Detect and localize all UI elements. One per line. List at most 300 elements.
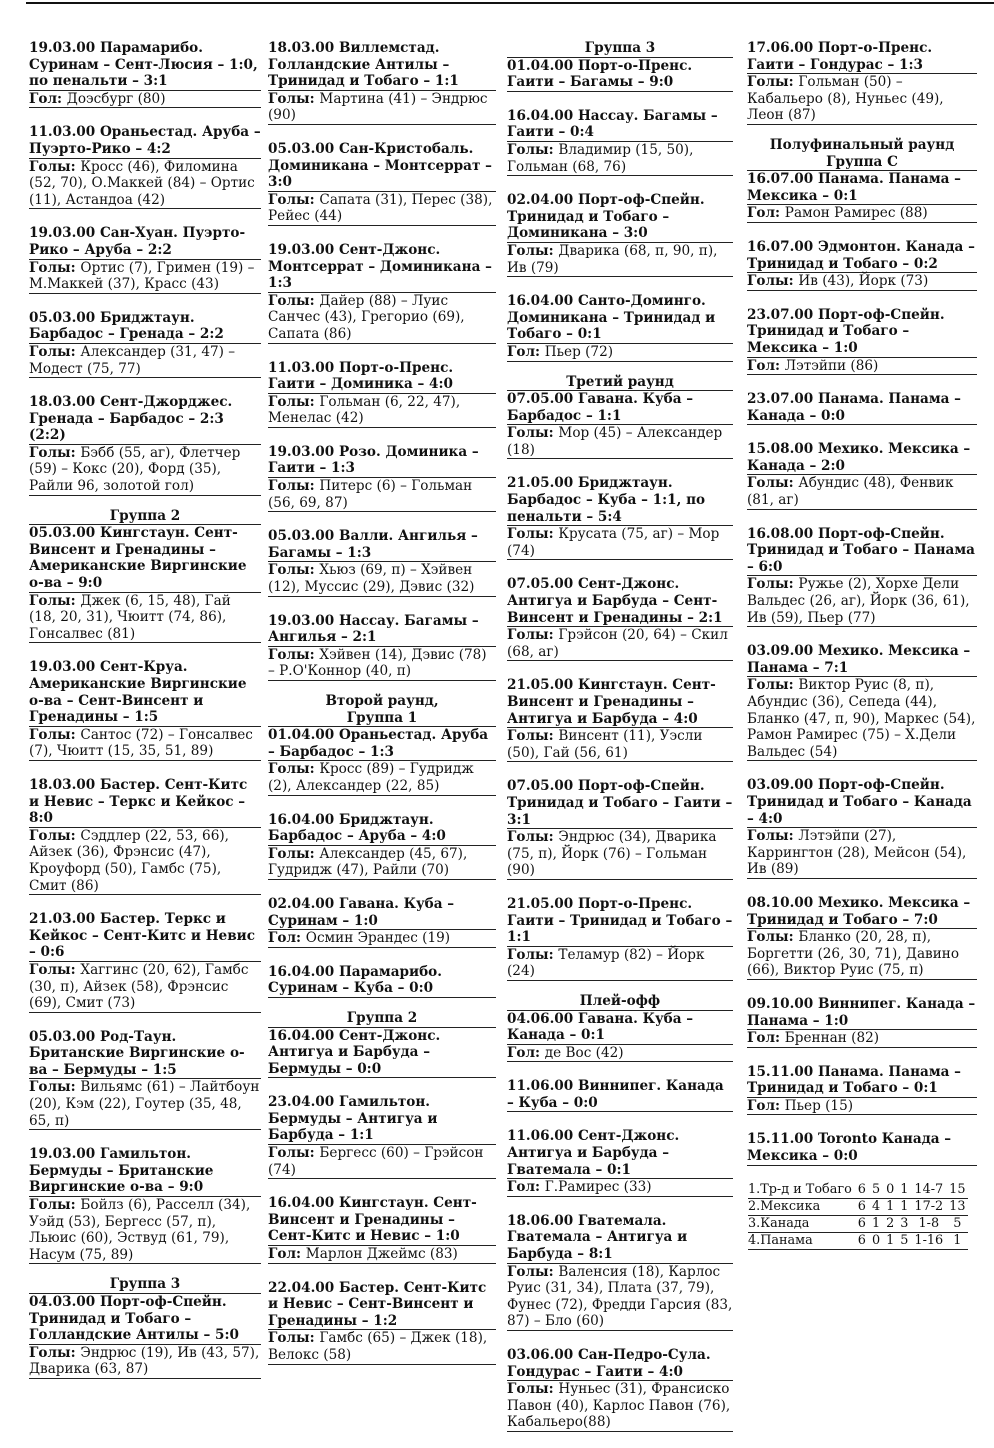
scorers-line (29, 1197, 261, 1264)
match-entry (29, 394, 261, 496)
match-header: 05.03.00 Род-Таун. Британские Виргинские о-ва – Бермуды – 1:5 (29, 1029, 261, 1080)
match-entry (507, 677, 733, 762)
scorers-text: Александер (31, 47) – Модест (75, 77) (29, 343, 236, 377)
match-header: 21.05.00 Бриджтаун. Барбадос – Куба – 1:1, по пенальти – 5:4 (507, 475, 733, 526)
standings-cell: 3 (897, 1215, 911, 1232)
match-header: 04.03.00 Порт-оф-Спейн. Тринидад и Тобаго – Голландские Антилы – 5:0 (29, 1294, 261, 1345)
scorers-label: Голы: (29, 592, 81, 609)
scorers-line (268, 91, 496, 125)
scorers-label: Голы: (507, 627, 559, 644)
scorers-text: Теламур (82) – Йорк (24) (507, 946, 705, 980)
scorers-text: Вильямс (61) – Лайтбоун (20), Кэм (22), Гоутер (35, 48, 65, п) (29, 1079, 260, 1129)
scorers-line (268, 647, 496, 681)
standings-row (748, 1198, 968, 1215)
scorers-text: Мор (45) – Александер (18) (507, 425, 723, 458)
scorers-label: Голы: (29, 259, 81, 276)
scorers-line (507, 243, 733, 277)
match-header: 19.03.00 Парамарибо. Суринам – Сент-Люсия – 1:0, по пенальти – 3:1 (29, 40, 261, 91)
scorers-text: Доэсбург (80) (66, 90, 166, 107)
scorers-text: Гамбс (65) – Джек (18), Велокс (58) (268, 1330, 488, 1363)
section-heading: Группа 2 (29, 508, 261, 526)
scorers-text: Осмин Эрандес (19) (305, 930, 451, 947)
match-header: 05.03.00 Валли. Ангилья – Багамы – 1:3 (268, 528, 496, 562)
scorers-line (747, 929, 977, 980)
match-header: 16.08.00 Порт-оф-Спейн. Тринидад и Тобаго – Панама – 6:0 (747, 526, 977, 577)
standings-cell: 5 (946, 1215, 968, 1232)
scorers-line (268, 930, 496, 948)
match-entry (747, 40, 977, 125)
match-entry (507, 1347, 733, 1432)
match-entry (268, 360, 496, 428)
standings-cell: 1 (869, 1215, 883, 1232)
scorers-text: Хьюз (69, п) – Хэйвен (12), Муссис (29), Дэвис (32) (268, 562, 475, 596)
round-title: Второй раунд, (325, 693, 439, 709)
scorers-line (268, 846, 496, 880)
scorers-line (268, 1246, 496, 1264)
scorers-line (507, 142, 733, 176)
scorers-label: Гол: (507, 1044, 545, 1061)
match-entry (507, 576, 733, 661)
match-entry (268, 727, 496, 795)
scorers-line (29, 828, 261, 895)
scorers-line (29, 1345, 261, 1379)
scorers-text: Эндрюс (19), Ив (43, 57), Дварика (63, 87) (29, 1344, 260, 1378)
scorers-text: Ружье (2), Хорхе Дели Вальдес (26, аг), Йорк (36, 61), Ив (59), Пьер (77) (747, 576, 970, 626)
scorers-label: Голы: (747, 74, 799, 91)
match-header: 21.05.00 Порт-о-Пренс. Гаити – Тринидад и Тобаго – 1:1 (507, 895, 733, 946)
scorers-label: Голы: (268, 90, 320, 107)
standings-table (748, 1182, 968, 1250)
match-header: 19.03.00 Розо. Доминика – Гаити – 1:3 (268, 444, 496, 478)
match-header: 19.03.00 Сент-Джонс. Монтсеррат – Доминиканa – 1:3 (268, 242, 496, 293)
match-entry (747, 643, 977, 761)
standings-cell: 6 (855, 1232, 869, 1249)
scorers-label: Голы: (29, 1344, 81, 1361)
scorers-text: Грэйсон (20, 64) – Скил (68, аг) (507, 627, 728, 660)
match-entry (268, 1094, 496, 1179)
scorers-line (747, 358, 977, 376)
match-entry (747, 239, 977, 291)
match-header: 11.03.00 Порт-о-Пренс. Гаити – Доминика – 4:0 (268, 360, 496, 394)
standings-cell: 1 (897, 1182, 911, 1199)
scorers-label: Голы: (747, 929, 799, 946)
scorers-text: Абундис (48), Фенвик (81, аг) (747, 475, 954, 509)
standings-cell: 5 (897, 1232, 911, 1249)
scorers-label: Голы: (747, 677, 799, 694)
standings-cell: 0 (883, 1182, 897, 1199)
match-header: 07.05.00 Гавана. Куба – Барбадос – 1:1 (507, 391, 733, 425)
match-header: 21.03.00 Бастер. Теркс и Кейкос – Сент-Китс и Невис – 0:6 (29, 911, 261, 962)
match-header: 23.07.00 Панама. Панама – Канада – 0:0 (747, 391, 977, 425)
match-entry (747, 441, 977, 509)
scorers-text: Александер (45, 67), Гудридж (47), Райли (70) (268, 845, 468, 879)
column-3 (507, 40, 733, 1448)
scorers-label: Голы: (507, 946, 559, 963)
scorers-text: Кросс (89) – Гудридж (2), Александер (22, 85) (268, 761, 474, 794)
scorers-label: Гол: (747, 1030, 785, 1047)
standings-cell: 1 (883, 1198, 897, 1215)
match-header: 15.11.00 Toronto Канада – Мексика – 0:0 (747, 1131, 977, 1165)
scorers-line (29, 91, 261, 109)
scorers-line (29, 260, 261, 294)
match-entry (507, 778, 733, 880)
standings-cell: 13 (946, 1198, 968, 1215)
scorers-text: Кросс (46), Филомина (52, 70), О.Маккей (84) – Ортис (11), Астандоа (42) (29, 158, 255, 208)
match-header: 08.10.00 Мехико. Мексика – Тринидад и Тобаго – 7:0 (747, 895, 977, 929)
match-header: 19.03.00 Сент-Круа. Американские Виргинские о-ва – Сент-Винсент и Гренадины – 1:5 (29, 659, 261, 726)
scorers-line (29, 1079, 261, 1130)
match-entry (507, 293, 733, 361)
standings-cell: 6 (855, 1198, 869, 1215)
scorers-line (507, 1179, 733, 1197)
scorers-text: Питерс (6) – Гольман (56, 69, 87) (268, 478, 473, 511)
match-header: 15.11.00 Панама. Панама – Тринидад и Тобаго – 0:1 (747, 1064, 977, 1098)
scorers-text: Марлон Джеймс (83) (305, 1246, 458, 1263)
scorers-label: Гол: (268, 1246, 306, 1263)
scorers-label: Голы: (29, 1079, 81, 1096)
standings-cell: 0 (869, 1232, 883, 1249)
match-entry (29, 777, 261, 895)
scorers-line (747, 576, 977, 627)
scorers-label: Голы: (268, 646, 320, 663)
standings-cell: 5 (869, 1182, 883, 1199)
scorers-label: Голы: (507, 1263, 559, 1280)
standings-row (748, 1232, 968, 1249)
standings-cell: 1 (946, 1232, 968, 1249)
standings-cell: 1 (897, 1198, 911, 1215)
scorers-label: Голы: (29, 961, 81, 978)
group-title: Группа 1 (346, 709, 418, 726)
scorers-line (507, 728, 733, 762)
round-title: Полуфинальный раунд (769, 136, 955, 153)
scorers-line (507, 1381, 733, 1432)
scorers-text: Эндрюс (34), Дварика (75, п), Йорк (76) – Гольман (90) (507, 829, 717, 879)
column-1 (29, 40, 261, 1395)
scorers-line (507, 425, 733, 459)
match-header: 16.07.00 Эдмонтон. Канада – Тринидад и Тобаго – 0:2 (747, 239, 977, 273)
match-entry (507, 192, 733, 277)
scorers-line (507, 344, 733, 362)
scorers-line (29, 344, 261, 378)
scorers-line (29, 962, 261, 1013)
scorers-text: Бойлз (6), Расселл (34), Уэйд (53), Бергесс (57, п), Льюис (60), Эствуд (61, 79), Насум (75, 89) (29, 1197, 251, 1263)
scorers-text: Бреннан (82) (784, 1030, 880, 1047)
scorers-label: Голы: (507, 141, 559, 158)
scorers-text: Виктор Руис (8, п), Абундис (36), Сепеда (44), Бланко (47, п, 90), Маркес (54), Рамон Рамирес (75) – Х.Дели Вальдес (54) (747, 677, 976, 760)
scorers-text: Валенсия (18), Карлос Руис (31, 34), Плата (37, 79), Фунес (72), Фредди Гарсия (83, 87) – Бло (60) (507, 1263, 733, 1330)
match-header: 19.03.00 Сан-Хуан. Пуэрто-Рико – Аруба – 2:2 (29, 225, 261, 259)
scorers-line (507, 829, 733, 880)
scorers-line (29, 727, 261, 761)
scorers-line (747, 828, 977, 879)
match-header: 11.06.00 Сент-Джонс. Антигуа и Барбуда – Гватемала – 0:1 (507, 1128, 733, 1179)
round-heading (747, 137, 977, 171)
scorers-label: Голы: (507, 728, 559, 745)
match-header: 02.04.00 Порт-оф-Спейн. Тринидад и Тобаго – Доминикана – 3:0 (507, 192, 733, 243)
match-header: 18.03.00 Сент-Джорджес. Гренада – Барбадос – 2:3 (2:2) (29, 394, 261, 445)
scorers-line (507, 1264, 733, 1331)
section-heading: Третий раунд (507, 374, 733, 392)
match-header: 03.06.00 Сан-Педро-Сула. Гондурас – Гаити – 4:0 (507, 1347, 733, 1381)
standings-row (748, 1182, 968, 1199)
match-entry (268, 1280, 496, 1365)
scorers-line (507, 627, 733, 661)
scorers-text: Дайер (88) – Луис Санчес (43), Грегорио (69), Сапата (86) (268, 292, 465, 342)
standings-team: 4.Панама (748, 1232, 855, 1249)
match-header: 19.03.00 Гамильтон. Бермуды – Британские Виргинские о-ва – 9:0 (29, 1146, 261, 1197)
scorers-text: Сапата (31), Перес (38), Рейес (44) (268, 191, 493, 225)
match-entry (268, 141, 496, 226)
match-entry (507, 391, 733, 459)
scorers-text: Лэтэйпи (27), Каррингтон (28), Мейсон (54), Ив (89) (747, 828, 967, 878)
scorers-label: Гол: (507, 343, 545, 360)
scorers-text: Ив (43), Йорк (73) (798, 273, 929, 290)
scorers-text: Рамон Рамирес (88) (784, 205, 928, 222)
scorers-label: Гол: (268, 930, 306, 947)
match-entry (268, 444, 496, 512)
scorers-label: Голы: (747, 576, 799, 593)
scorers-label: Голы: (268, 562, 320, 579)
scorers-line (747, 205, 977, 223)
scorers-line (747, 74, 977, 125)
match-header: 07.05.00 Порт-оф-Спейн. Тринидад и Тобаго – Гаити – 3:1 (507, 778, 733, 828)
match-header: 04.06.00 Гавана. Куба – Канада – 0:1 (507, 1011, 733, 1045)
match-entry (747, 526, 977, 628)
scorers-label: Голы: (268, 1330, 320, 1347)
scorers-line (268, 761, 496, 795)
standings-cell: 17-2 (911, 1198, 946, 1215)
scorers-label: Голы: (29, 827, 81, 844)
match-entry (507, 1213, 733, 1331)
scorers-line (268, 562, 496, 596)
scorers-line (747, 677, 977, 761)
scorers-text: Винсент (11), Уэсли (50), Гай (56, 61) (507, 728, 703, 761)
scorers-line (747, 273, 977, 291)
scorers-line (747, 1030, 977, 1048)
scorers-text: Гольман (6, 22, 47), Менелас (42) (268, 393, 461, 427)
scorers-label: Голы: (507, 425, 559, 442)
standings-team: 1.Тр-д и Тобаго (748, 1182, 855, 1199)
match-entry (268, 40, 496, 125)
column-4 (747, 40, 977, 1250)
match-header: 05.03.00 Сан-Кристобаль. Доминикана – Монтсеррат – 3:0 (268, 141, 496, 192)
match-entry (268, 964, 496, 998)
scorers-line (507, 526, 733, 560)
scorers-text: Мартина (41) – Эндрюс (90) (268, 90, 488, 124)
standings-cell: 4 (869, 1198, 883, 1215)
match-header: 15.08.00 Мехико. Мексика – Канада – 2:0 (747, 441, 977, 475)
scorers-label: Голы: (29, 1197, 81, 1214)
match-header: 23.04.00 Гамильтон. Бермуды – Антигуа и Барбуда – 1:1 (268, 1094, 496, 1145)
scorers-line (268, 1330, 496, 1364)
standings-team: 3.Канада (748, 1215, 855, 1232)
match-entry (29, 659, 261, 761)
match-header: 16.04.00 Бриджтаун. Барбадос – Аруба – 4:0 (268, 812, 496, 846)
match-entry (268, 812, 496, 880)
match-header: 18.03.00 Виллемстад. Голландские Антилы – Тринидад и Тобаго – 1:1 (268, 40, 496, 91)
match-entry (747, 996, 977, 1048)
scorers-text: Сэддлер (22, 53, 66), Айзек (36), Фрэнсис (47), Кроуфорд (50), Гамбс (75), Смит (86) (29, 827, 229, 894)
match-entry (268, 896, 496, 948)
scorers-label: Голы: (747, 273, 799, 290)
match-entry (268, 242, 496, 344)
scorers-text: Бергесс (60) – Грэйсон (74) (268, 1145, 484, 1178)
scorers-label: Гол: (747, 205, 785, 222)
match-entry (507, 475, 733, 560)
scorers-label: Голы: (268, 191, 320, 208)
match-header: 22.04.00 Бастер. Сент-Китс и Невис – Сент-Винсент и Гренадины – 1:2 (268, 1280, 496, 1331)
match-header: 05.03.00 Бриджтаун. Барбадос – Гренада – 2:2 (29, 310, 261, 344)
match-header: 16.04.00 Кингстаун. Сент-Винсент и Гренадины – Сент-Китс и Невис – 1:0 (268, 1195, 496, 1246)
standings-team: 2.Мексика (748, 1198, 855, 1215)
scorers-text: Г.Рамирес (33) (544, 1179, 652, 1196)
match-header: 16.04.00 Сент-Джонс. Антигуа и Барбуда – Бермуды – 0:0 (268, 1028, 496, 1079)
scorers-label: Голы: (268, 761, 320, 778)
scorers-text: Лэтэйпи (86) (784, 357, 879, 374)
scorers-label: Голы: (507, 242, 559, 259)
match-entry (747, 895, 977, 980)
match-entry (29, 310, 261, 378)
match-entry (507, 1078, 733, 1112)
standings-cell: 1-8 (911, 1215, 946, 1232)
match-entry (268, 1028, 496, 1079)
match-header: 23.07.00 Порт-оф-Спейн. Тринидад и Тобаго – Мексика – 1:0 (747, 307, 977, 358)
match-header: 18.03.00 Бастер. Сент-Китс и Невис – Теркс и Кейкос – 8:0 (29, 777, 261, 828)
match-entry (747, 307, 977, 375)
match-entry (268, 528, 496, 596)
scorers-label: Голы: (747, 828, 799, 845)
match-header: 19.03.00 Нассау. Багамы – Ангилья – 2:1 (268, 613, 496, 647)
scorers-line (268, 1145, 496, 1179)
scorers-label: Голы: (268, 393, 320, 410)
scorers-text: Дварика (68, п, 90, п), Ив (79) (507, 242, 718, 276)
scorers-label: Голы: (29, 726, 81, 743)
scorers-line (29, 159, 261, 210)
scorers-line (268, 478, 496, 512)
match-entry (29, 40, 261, 108)
scorers-label: Голы: (747, 475, 799, 492)
scorers-label: Голы: (268, 845, 320, 862)
match-header: 16.04.00 Парамарибо. Суринам – Куба – 0:0 (268, 964, 496, 998)
scorers-text: Владимир (15, 50), Гольман (68, 76) (507, 141, 694, 175)
top-rule (26, 2, 994, 4)
match-entry (747, 391, 977, 425)
match-entry (268, 1195, 496, 1263)
scorers-line (268, 394, 496, 428)
scorers-label: Гол: (507, 1179, 545, 1196)
match-entry (29, 225, 261, 293)
match-header: 18.06.00 Гватемала. Гватемала – Антигуа и Барбуда – 8:1 (507, 1213, 733, 1264)
match-header: 11.03.00 Ораньестад. Аруба – Пуэрто-Рико – 4:2 (29, 124, 261, 157)
scorers-text: Сантос (72) – Гонсалвес (7), Чюитт (15, 35, 51, 89) (29, 726, 253, 760)
scorers-text: Бэбб (55, аг), Флетчер (59) – Кокс (20), Форд (35), Райли 96, золотой гол) (29, 444, 241, 495)
match-header: 03.09.00 Порт-оф-Спейн. Тринидад и Тобаго – Канада – 4:0 (747, 777, 977, 828)
scorers-line (268, 293, 496, 344)
scorers-text: Ортис (7), Гримен (19) – М.Маккей (37), Красс (43) (29, 259, 255, 293)
scorers-label: Гол: (747, 1097, 785, 1114)
match-header: 07.05.00 Сент-Джонс. Антигуа и Барбуда – Сент-Винсент и Гренадины – 2:1 (507, 576, 733, 627)
match-header: 05.03.00 Кингстаун. Сент-Винсент и Гренадины – Американские Виргинские о-ва – 9:0 (29, 525, 261, 592)
match-header: 16.07.00 Панама. Панама – Мексика – 0:1 (747, 171, 977, 205)
section-heading: Группа 2 (268, 1010, 496, 1028)
column-2 (268, 40, 496, 1381)
match-header: 01.04.00 Порт-о-Пренс. Гаити – Багамы – 9:0 (507, 58, 733, 92)
scorers-label: Голы: (507, 1381, 559, 1398)
scorers-text: Пьер (72) (544, 343, 614, 360)
match-entry (29, 911, 261, 1013)
scorers-label: Голы: (507, 829, 559, 846)
standings-row (748, 1215, 968, 1232)
standings-cell: 6 (855, 1182, 869, 1199)
scorers-label: Гол: (747, 357, 785, 374)
match-entry (507, 1128, 733, 1196)
scorers-line (747, 1098, 977, 1116)
group-title: Группа С (826, 153, 898, 170)
standings-cell: 2 (883, 1215, 897, 1232)
scorers-line (507, 947, 733, 981)
match-entry (29, 1294, 261, 1379)
match-header: 03.09.00 Мехико. Мексика – Панама – 7:1 (747, 643, 977, 677)
scorers-label: Голы: (268, 292, 320, 309)
match-entry (747, 1131, 977, 1165)
match-header: 16.04.00 Санто-Доминго. Доминикана – Тринидад и Тобаго – 0:1 (507, 293, 733, 344)
section-heading: Плей-офф (507, 993, 733, 1011)
round-heading (268, 693, 496, 727)
standings-cell: 1 (883, 1232, 897, 1249)
scorers-label: Голы: (29, 444, 81, 461)
section-heading: Группа 3 (507, 40, 733, 58)
match-entry (29, 525, 261, 643)
scorers-label: Гол: (29, 90, 67, 107)
match-header: 01.04.00 Ораньестад. Аруба – Барбадос – 1:3 (268, 727, 496, 761)
match-entry (29, 124, 261, 209)
match-entry (747, 777, 977, 879)
match-entry (29, 1029, 261, 1131)
scorers-label: Голы: (268, 1145, 320, 1162)
match-entry (29, 1146, 261, 1264)
scorers-text: де Вос (42) (544, 1044, 624, 1061)
scorers-text: Джек (6, 15, 48), Гай (18, 20, 31), Чюитт (74, 86), Гонсалвес (81) (29, 592, 231, 642)
match-header: 09.10.00 Виннипег. Канада – Панама – 1:0 (747, 995, 976, 1029)
scorers-text: Гольман (50) – Кабальеро (8), Нуньес (49), Леон (87) (747, 74, 944, 124)
match-header: 16.04.00 Нассау. Багамы – Гаити – 0:4 (507, 108, 733, 142)
match-header: 17.06.00 Порт-о-Пренс. Гаити – Гондурас – 1:3 (747, 40, 977, 74)
scorers-text: Пьер (15) (784, 1097, 854, 1114)
match-entry (268, 613, 496, 681)
section-heading: Группа 3 (29, 1276, 261, 1294)
scorers-line (268, 192, 496, 226)
match-entry (507, 58, 733, 92)
scorers-text: Крусата (75, аг) – Мор (74) (507, 526, 720, 559)
scorers-line (29, 445, 261, 496)
scorers-label: Голы: (29, 343, 81, 360)
standings-cell: 15 (946, 1182, 968, 1199)
match-entry (507, 108, 733, 176)
match-entry (747, 171, 977, 223)
scorers-text: Бланко (20, 28, п), Боргетти (26, 30, 71), Давино (66), Виктор Руис (75, п) (747, 929, 960, 979)
match-header: 02.04.00 Гавана. Куба – Суринам – 1:0 (268, 896, 496, 930)
match-header: 11.06.00 Виннипег. Канада – Куба – 0:0 (507, 1078, 733, 1112)
match-entry (747, 1064, 977, 1116)
match-entry (507, 896, 733, 981)
scorers-label: Голы: (29, 158, 81, 175)
scorers-text: Хаггинс (20, 62), Гамбс (30, п), Айзек (58), Фрэнсис (69), Смит (73) (29, 961, 249, 1012)
match-entry (507, 1011, 733, 1063)
standings-cell: 1-16 (911, 1232, 946, 1249)
standings-cell: 14-7 (911, 1182, 946, 1199)
scorers-line (29, 593, 261, 644)
scorers-label: Голы: (507, 526, 559, 543)
